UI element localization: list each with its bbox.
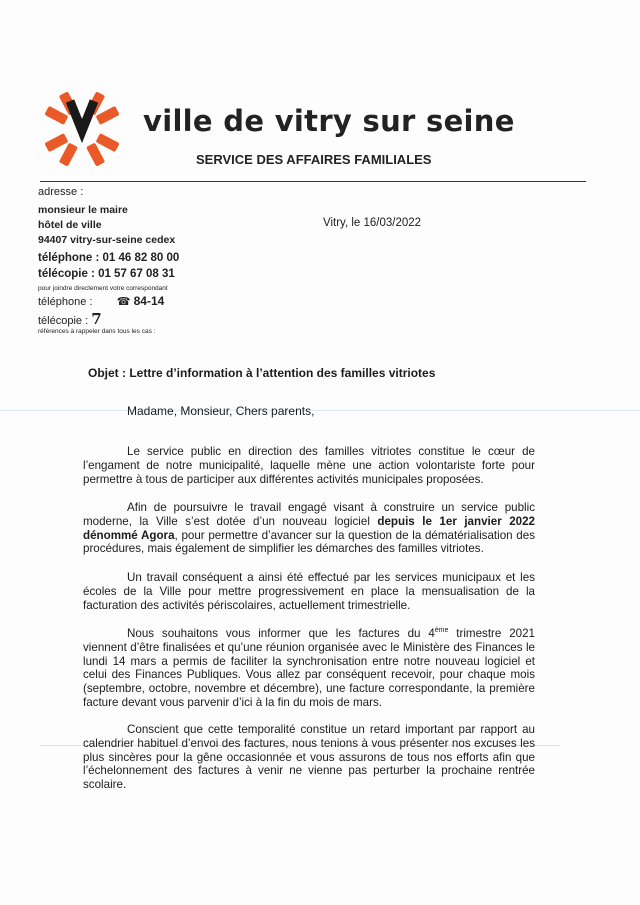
direct-phone-value: 84-14: [133, 294, 165, 308]
vitry-logo: [40, 87, 124, 171]
references-note: références à rappeler dans tous les cas :: [38, 328, 156, 335]
direct-contact-note: pour joindre directement votre correspondant: [38, 285, 168, 292]
body-paragraph: [83, 571, 535, 612]
body-paragraph: [83, 445, 535, 486]
paragraph-text: Le service public en direction des familles vitriotes constitue le cœur de l’engament de notre municipalité, laquelle mène une action volontariste forte pour permettre à tous de participer aux différentes activités municipales proposées.: [83, 445, 535, 486]
main-phone: téléphone : 01 46 82 80 00: [38, 252, 180, 264]
paragraph-text: [83, 501, 535, 556]
letter-date: Vitry, le 16/03/2022: [323, 217, 422, 229]
direct-phone-row: [38, 294, 164, 308]
body-paragraph: [83, 627, 535, 710]
header-divider: [40, 181, 586, 182]
paragraph-text-part: Afin de poursuivre le travail engagé visant à construire un service public moderne, la Ville s’est dotée d’un nouveau logiciel: [83, 501, 535, 528]
paragraph-emphasis: depuis le 1er janvier 2022 dénommé Agora: [83, 514, 535, 542]
address-label: adresse :: [38, 186, 84, 198]
address-line: 94407 vitry-sur-seine cedex: [38, 234, 176, 246]
scan-artifact-line: [0, 410, 640, 411]
direct-fax-label: télécopie :: [38, 315, 89, 327]
paragraph-text-part: , pour permettre d’avancer sur la question de la dématérialisation des procédures, mais également de simplifier les démarches des familles vitriotes.: [83, 528, 535, 556]
direct-fax-row: [38, 310, 102, 328]
superscript: ème: [434, 627, 449, 635]
paragraph-text: Un travail conséquent a ainsi été effectué par les services municipaux et les écoles de la Ville pour mettre progressivement en place la mensualisation de la facturation des activités périscolaires, actuellement trimestrielle.: [83, 571, 535, 612]
body-paragraph: [83, 723, 535, 792]
direct-phone-label: téléphone :: [38, 296, 93, 308]
paragraph-text: [83, 627, 535, 710]
service-name: SERVICE DES AFFAIRES FAMILIALES: [196, 152, 432, 167]
address-line: monsieur le maire: [38, 204, 128, 216]
main-fax: télécopie : 01 57 67 08 31: [38, 268, 175, 280]
paragraph-text-part: trimestre 2021 viennent d’être finalisées et qu’une réunion organisée avec le Ministère des Finances le lundi 14 mars a permis de faciliter la synchronisation entre notre nouveau logiciel et celui des Finances Publiques. Vous allez par conséquent recevoir, pour chaque mois (septembre, octobre, novembre et décembre), une facture correspondante, la première facture devant vous parvenir d’ici à la fin du mois de mars.: [83, 627, 536, 709]
letter-subject: Objet : Lettre d’information à l’attention des familles vitriotes: [88, 366, 436, 380]
body-paragraph: [83, 501, 535, 556]
telephone-icon: ☎: [116, 296, 131, 308]
address-line: hôtel de ville: [38, 219, 102, 231]
paragraph-text: Conscient que cette temporalité constitue un retard important par rapport au calendrier habituel d’envoi des factures, nous tenions à vous présenter nos excuses les plus sincères pour la gêne occasionnée et vous assurons de tous nos efforts afin que l’échelonnement des factures à venir ne vienne pas perturber la prochaine rentrée scolaire.: [83, 723, 535, 792]
letter-greeting: Madame, Monsieur, Chers parents,: [127, 404, 315, 418]
handwritten-mark: 7: [91, 310, 102, 328]
paragraph-text-part: Nous souhaitons vous informer que les factures du 4: [127, 627, 435, 640]
letterhead-title: ville de vitry sur seine: [143, 104, 515, 138]
